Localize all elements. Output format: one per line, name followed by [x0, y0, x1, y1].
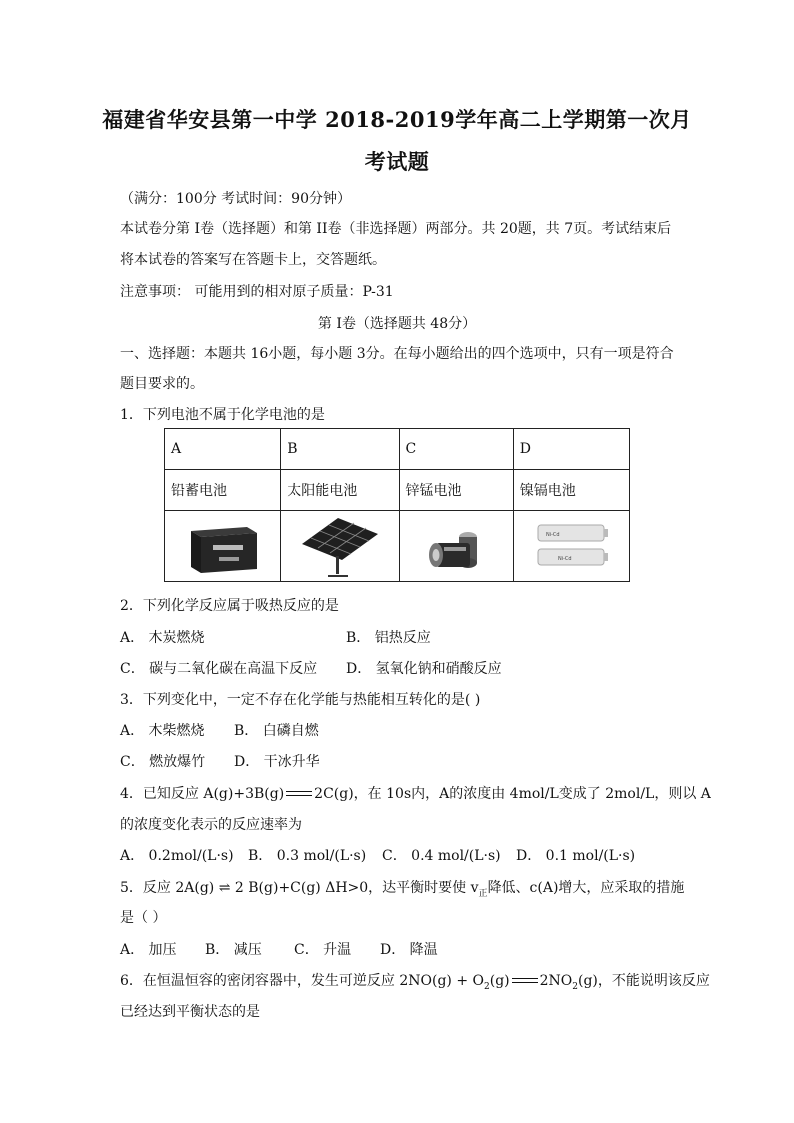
question-4-option-d: D． 0.1 mol/(L·s) [516, 848, 636, 864]
question-6-stem-pre: 6．在恒温恒容的密闭容器中，发生可逆反应 2NO(g) + O [120, 973, 484, 989]
intro-text-line2: 将本试卷的答案写在答题卡上，交答题纸。 [120, 252, 386, 268]
question-6-stem-post: 2NO [539, 973, 573, 989]
lead-acid-battery-image [165, 511, 281, 582]
question-3-option-a: A． 木柴燃烧 [120, 723, 205, 739]
notes-line: 注意事项： 可能用到的相对原子质量：P-31 [120, 284, 394, 300]
equilibrium-arrow-icon [512, 977, 538, 985]
table-row [165, 511, 630, 582]
option-letter-c: C [399, 429, 513, 470]
nicd-label-1: Ni-Cd [546, 532, 560, 538]
question-6-stem-end: (g)，不能说明该反应 [578, 973, 710, 989]
solar-panel-image [281, 511, 399, 582]
question-4-stem-post: 2C(g)，在 10s内，A的浓度由 4mol/L变成了 2mol/L，则以 A [314, 786, 711, 802]
option-letter-a: A [165, 429, 281, 470]
score-time-info: （满分：100分 考试时间：90分钟） [120, 191, 351, 207]
section-heading: 第 I卷（选择题共 48分） [317, 316, 477, 332]
question-6-stem-mid: (g) [489, 973, 510, 989]
question-5-option-b: B． 减压 [205, 942, 262, 958]
battery-name-b: 太阳能电池 [281, 470, 399, 511]
question-5-line2: 是（ ） [120, 910, 167, 926]
question-2-option-a: A． 木炭燃烧 [120, 630, 205, 646]
question-4-stem-pre: 4．已知反应 A(g)+3B(g) [120, 786, 285, 802]
question-1-stem: 1．下列电池不属于化学电池的是 [120, 407, 325, 423]
question-2-option-b: B． 铝热反应 [346, 630, 431, 646]
reversible-arrow-icon: ⇌ [218, 880, 231, 896]
question-5-stem-pre: 5．反应 2A(g) [120, 880, 215, 896]
nicd-battery-image [513, 511, 629, 582]
question-2-stem: 2．下列化学反应属于吸热反应的是 [120, 598, 339, 614]
question-6-stem [120, 970, 710, 992]
question-3-option-c: C． 燃放爆竹 [120, 754, 206, 770]
question-5-option-a: A． 加压 [120, 942, 177, 958]
option-letter-d: D [513, 429, 629, 470]
section-desc-line2: 题目要求的。 [120, 376, 204, 392]
question-4-option-b: B． 0.3 mol/(L·s) [248, 848, 367, 864]
table-row [165, 429, 630, 470]
question-3-stem: 3．下列变化中，一定不存在化学能与热能相互转化的是( ) [120, 692, 481, 708]
battery-name-c: 锌锰电池 [399, 470, 513, 511]
question-6-sub1: 2 [484, 981, 490, 992]
question-5-stem [120, 877, 684, 899]
zinc-manganese-battery-image [399, 511, 513, 582]
battery-table [164, 428, 630, 582]
question-6-line2: 已经达到平衡状态的是 [120, 1004, 260, 1020]
question-3-option-d: D． 干冰升华 [234, 754, 320, 770]
question-2-option-c: C． 碳与二氧化碳在高温下反应 [120, 661, 318, 677]
velocity-subscript: 正 [478, 888, 488, 899]
question-5-stem-end: 降低、c(A)增大，应采取的措施 [487, 880, 685, 896]
question-3-option-b: B． 白磷自燃 [234, 723, 319, 739]
equilibrium-arrow-icon [286, 790, 312, 798]
battery-name-d: 镍镉电池 [513, 470, 629, 511]
option-letter-b: B [281, 429, 399, 470]
question-4-line2: 的浓度变化表示的反应速率为 [120, 817, 302, 833]
section-desc-line1: 一、选择题：本题共 16小题，每小题 3分。在每小题给出的四个选项中，只有一项是符合 [120, 346, 674, 362]
question-5-option-d: D． 降温 [380, 942, 438, 958]
battery-name-a: 铅蓄电池 [165, 470, 281, 511]
question-6-sub2: 2 [572, 981, 578, 992]
table-row [165, 470, 630, 511]
exam-title-line1: 福建省华安县第一中学 2018-2019学年高二上学期第一次月 [102, 107, 692, 132]
question-4-option-c: C． 0.4 mol/(L·s) [382, 848, 501, 864]
question-4-stem [120, 783, 711, 803]
question-4-option-a: A． 0.2mol/(L·s) [120, 848, 234, 864]
question-5-option-c: C． 升温 [294, 942, 352, 958]
question-5-stem-post: 2 B(g)+C(g) ΔH>0，达平衡时要使 v [234, 880, 479, 896]
exam-title-line2: 考试题 [364, 149, 430, 174]
nicd-label-2: Ni-Cd [558, 556, 572, 562]
intro-text-line1: 本试卷分第 I卷（选择题）和第 II卷（非选择题）两部分。共 20题，共 7页。考试结束后 [120, 221, 672, 237]
question-2-option-d: D． 氢氧化钠和硝酸反应 [346, 661, 502, 677]
